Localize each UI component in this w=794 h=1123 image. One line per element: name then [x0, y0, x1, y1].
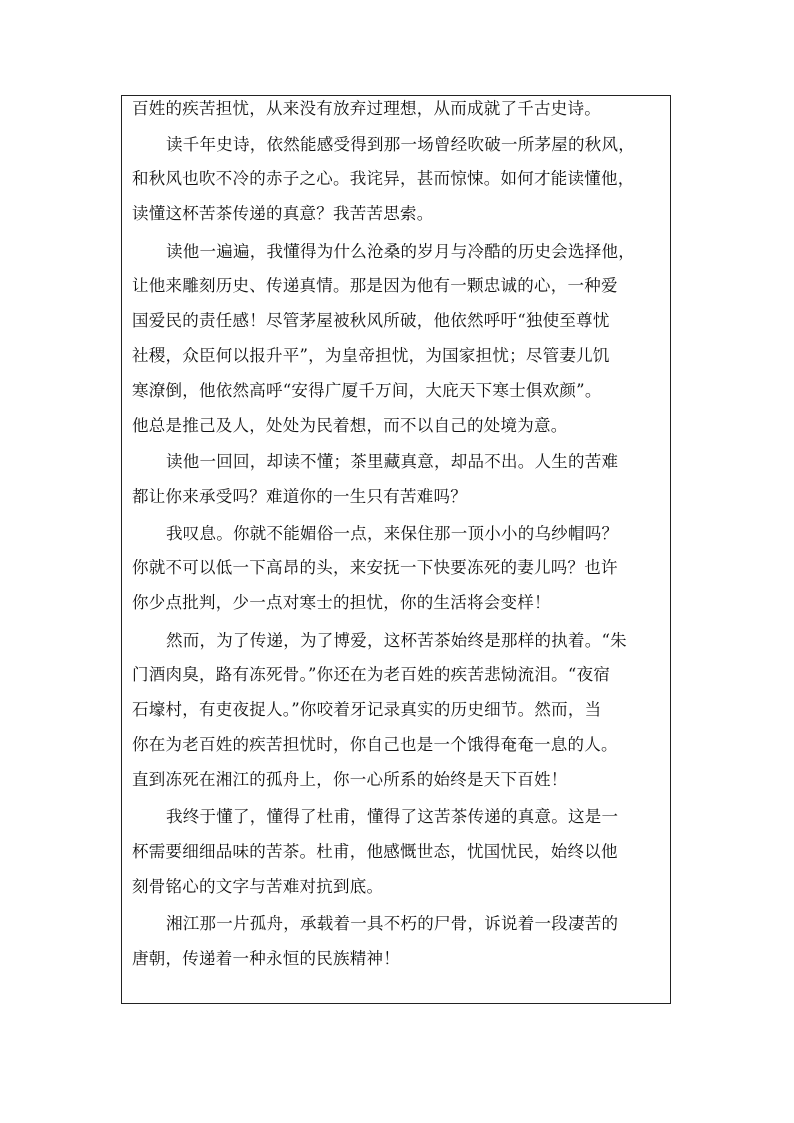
text-line: 和秋风也吹不冷的赤子之心。我诧异，甚而惊悚。如何才能读懂他，	[132, 169, 635, 188]
text-line: 国爱民的责任感！尽管茅屋被秋风所破，他依然呼吁“独使至尊忧	[132, 311, 610, 330]
text-line: 然而，为了传递，为了博爱，这杯苦茶始终是那样的执着。“朱	[166, 631, 627, 650]
text-line: 你少点批判，少一点对寒士的担忧，你的生活将会变样！	[132, 593, 551, 612]
text-line: 读他一遍遍，我懂得为什么沧桑的岁月与冷酷的历史会选择他，	[166, 242, 635, 261]
text-line: 百姓的疾苦担忧，从来没有放弃过理想，从而成就了千古史诗。	[132, 99, 601, 118]
text-line: 你在为老百姓的疾苦担忧时，你自己也是一个饿得奄奄一息的人。	[132, 735, 618, 754]
text-line: 湘江那一片孤舟，承载着一具不朽的尸骨，诉说着一段凄苦的	[166, 914, 619, 933]
text-line: 我叹息。你就不能媚俗一点，来保住那一顶小小的乌纱帽吗？	[166, 524, 619, 543]
text-line: 唐朝，传递着一种永恒的民族精神！	[132, 949, 400, 968]
text-line: 社稷，众臣何以报升平”，为皇帝担忧，为国家担忧；尽管妻儿饥	[132, 346, 610, 365]
text-line: 杯需要细细品味的苦茶。杜甫，他感慨世态，忧国忧民，始终以他	[132, 842, 618, 861]
text-line: 直到冻死在湘江的孤舟上，你一心所系的始终是天下百姓！	[132, 770, 568, 789]
text-line: 读他一回回，却读不懂；茶里藏真意，却品不出。人生的苦难	[166, 452, 619, 471]
text-line: 石壕村，有吏夜捉人。”你咬着牙记录真实的历史细节。然而，当	[132, 700, 602, 719]
text-line: 都让你来承受吗？难道你的一生只有苦难吗？	[132, 487, 467, 506]
text-line: 让他来雕刻历史、传递真情。那是因为他有一颗忠诚的心，一种爱	[132, 276, 618, 295]
text-line: 读千年史诗，依然能感受得到那一场曾经吹破一所茅屋的秋风，	[166, 135, 635, 154]
text-line: 寒潦倒，他依然高呼“安得广厦千万间，大庇天下寒士俱欢颜”。	[132, 381, 602, 400]
text-line: 刻骨铭心的文字与苦难对抗到底。	[132, 877, 384, 896]
text-line: 他总是推己及人，处处为民着想，而不以自己的处境为意。	[132, 416, 568, 435]
essay-text-box	[121, 95, 671, 1004]
text-line: 读懂这杯苦茶传递的真意？我苦苦思索。	[132, 204, 434, 223]
text-line: 门酒肉臭，路有冻死骨。”你还在为老百姓的疾苦悲恸流泪。“夜宿	[132, 665, 611, 684]
text-line: 你就不可以低一下高昂的头，来安抚一下快要冻死的妻儿吗？也许	[132, 558, 618, 577]
text-line: 我终于懂了，懂得了杜甫，懂得了这苦茶传递的真意。这是一	[166, 807, 619, 826]
